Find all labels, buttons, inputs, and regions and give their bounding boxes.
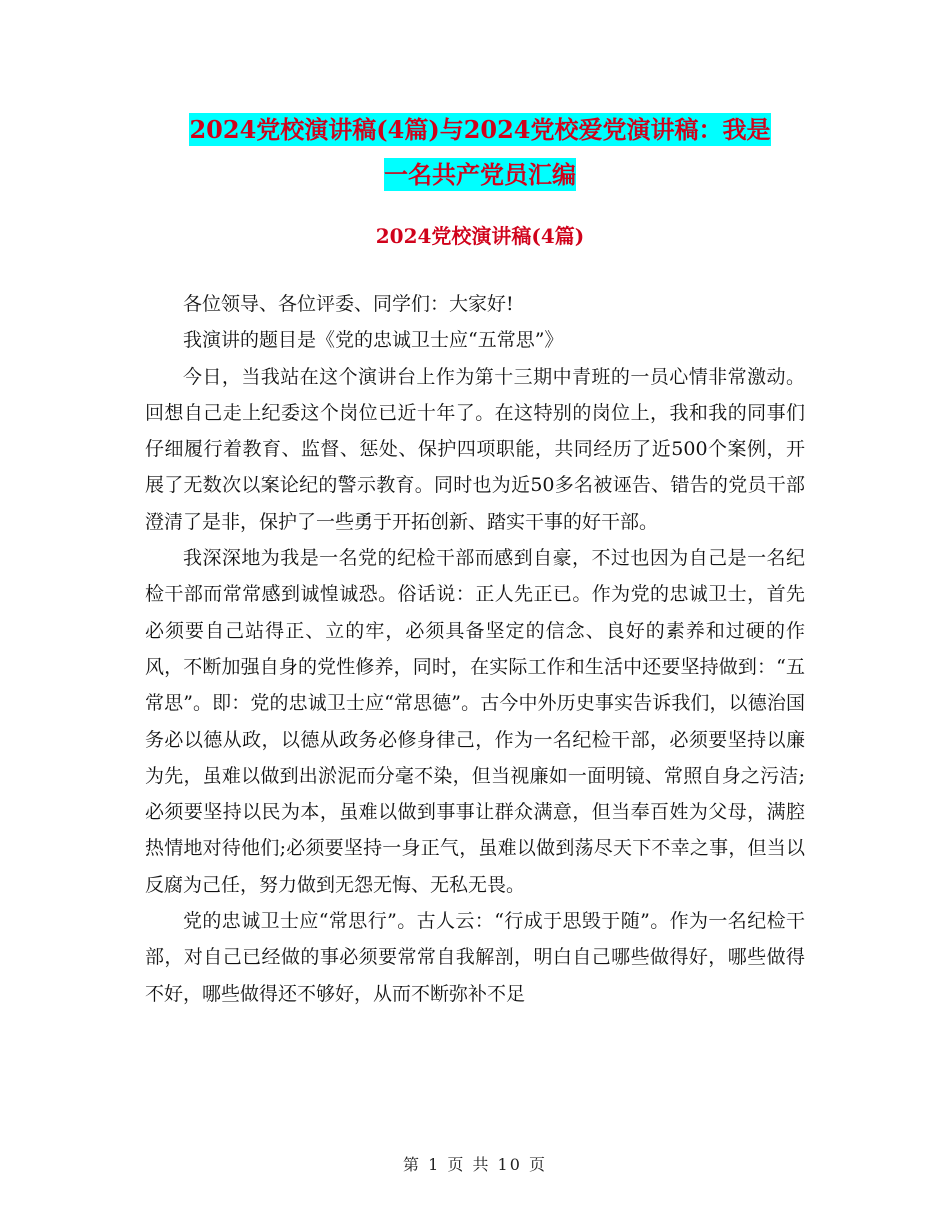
page-footer: 第 1 页 共 10 页 bbox=[403, 1155, 547, 1174]
document-title-highlight-2: 一名共产党员汇编 bbox=[384, 160, 576, 189]
document-title-highlight-1: 2024党校演讲稿(4篇)与2024党校爱党演讲稿：我是 bbox=[189, 115, 771, 144]
paragraph-changside: 我深深地为我是一名党的纪检干部而感到自豪，不过也因为自己是一名纪检干部而常常感到诚惶诚恐。俗话说：正人先正已。作为党的忠诚卫士，首先必须要自己站得正、立的牢，必须具备坚定的信念、良好的素养和过硬的作风，不断加强自身的党性修养，同时，在实际工作和生活中还要坚持做到：“五常思”。即：党的忠诚卫士应“常思德”。古今中外历史事实告诉我们，以德治国务必以德从政，以德从政务必修身律己，作为一名纪检干部，必须要坚持以廉为先，虽难以做到出淤泥而分毫不染，但当视廉如一面明镜、常照自身之污洁;必须要坚持以民为本，虽难以做到事事让群众满意，但当奉百姓为父母，满腔热情地对待他们;必须要坚持一身正气，虽难以做到荡尽天下不幸之事，但当以反腐为己任，努力做到无怨无悔、无私无畏。 bbox=[145, 547, 805, 896]
paragraph-intro: 今日，当我站在这个演讲台上作为第十三期中青班的一员心情非常激动。回想自己走上纪委这个岗位已近十年了。在这特别的岗位上，我和我的同事们仔细履行着教育、监督、惩处、保护四项职能，共同经历了近500个案例，开展了无数次以案论纪的警示教育。同时也为近50多名被诬告、错告的党员干部澄清了是非，保护了一些勇于开拓创新、踏实干事的好干部。 bbox=[145, 365, 805, 533]
paragraph-greeting: 各位领导、各位评委、同学们：大家好! bbox=[183, 293, 514, 315]
document-body bbox=[145, 286, 805, 1012]
document-title-line-2 bbox=[140, 149, 820, 201]
section-title: 2024党校演讲稿(4篇) bbox=[375, 224, 585, 248]
paragraph-topic: 我演讲的题目是《党的忠诚卫士应“五常思”》 bbox=[183, 329, 564, 352]
paragraph-changsixing: 党的忠诚卫士应“常思行”。古人云：“行成于思毁于随”。作为一名纪检干部，对自己已经做的事必须要常常自我解剖，明白自己哪些做得好，哪些做得不好，哪些做得还不够好，从而不断弥补不足 bbox=[145, 910, 805, 1005]
